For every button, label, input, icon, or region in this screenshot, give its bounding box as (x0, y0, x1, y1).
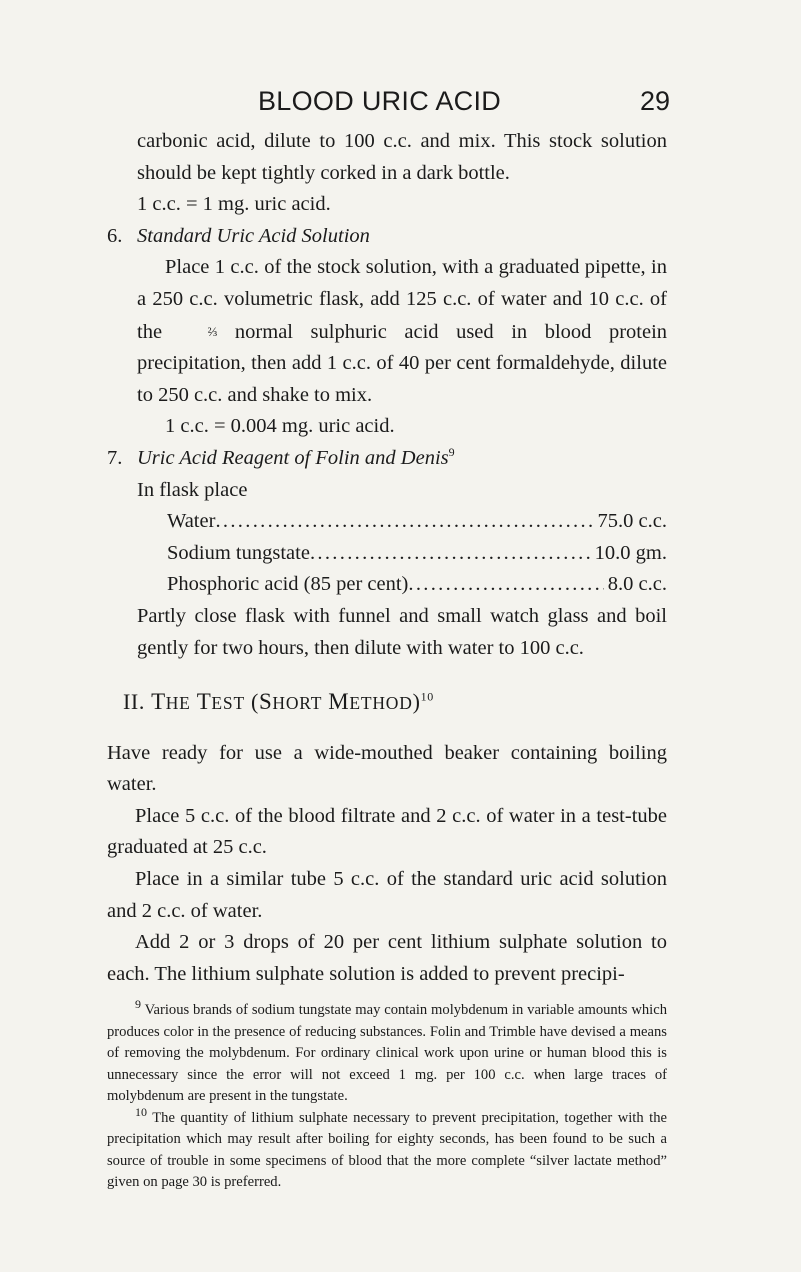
section-heading (107, 686, 667, 720)
reagent-row-phosphoric-acid (107, 569, 667, 601)
reagent-row-water (107, 506, 667, 538)
item-6-heading (107, 221, 667, 253)
paragraph: Have ready for use a wide-mouthed beaker containing boiling water. (107, 741, 667, 796)
heading-paren: ( (251, 689, 259, 715)
leader-dots (215, 506, 593, 538)
page-header (0, 86, 801, 120)
stock-equivalence: 1 c.c. = 1 mg. uric acid. (137, 193, 331, 216)
paragraph: Place in a similar tube 5 c.c. of the standard uric acid solution and 2 c.c. of water. (107, 868, 667, 922)
heading-paren: ) (412, 689, 421, 715)
continued-text: carbonic acid, dilute to 100 c.c. and mix. This stock solution should be kept tightly corked in a dark bottle. (137, 130, 667, 184)
item-6-equivalence: 1 c.c. = 0.004 mg. uric acid. (165, 415, 395, 438)
section-numeral: II. (123, 689, 145, 715)
item-6-text-a: Place 1 c.c. of the stock solution, with a graduated pipette, in a 250 c.c. volumetric flask, add 125 c.c. of water and 10 c.c. of the (137, 256, 667, 343)
item-7-heading (107, 443, 667, 475)
paragraph: Add 2 or 3 drops of 20 per cent lithium sulphate solution to each. The lithium sulphate solution is added to prevent precipi- (107, 931, 667, 985)
item-6-text-b: normal sulphuric acid used in blood protein precipitation, then add 1 c.c. of 40 per cent formaldehyde, dilute to 250 c.c. and shake to mix. (137, 320, 668, 406)
heading-smallcaps: HORT (272, 693, 323, 714)
footnote-text: The quantity of lithium sulphate necessary to prevent precipitation, together with the precipitation which may result after boiling for eighty seconds, has been found to be such a source of trouble in some specimens of blood that the more complete “silver lactate method” given on page 30 is preferred. (107, 1109, 667, 1191)
reagent-name: Water (167, 510, 216, 533)
item-6-number: 6. (107, 224, 123, 247)
leader-dots (310, 538, 591, 570)
footnote-9 (107, 997, 667, 1108)
heading-letter: T (196, 689, 212, 715)
footnote-marker: 10 (135, 1105, 147, 1120)
footnotes (107, 997, 667, 1194)
heading-smallcaps: ETHOD (349, 693, 413, 714)
heading-letter: M (328, 689, 350, 715)
item-7-title: Uric Acid Reagent of Folin and Denis (137, 446, 449, 469)
reagent-name: Phosphoric acid (85 per cent) (167, 573, 409, 596)
footnote-ref-10: 10 (420, 689, 434, 704)
leader-dots (408, 569, 603, 601)
page-number: 29 (640, 86, 671, 116)
reagent-name: Sodium tungstate (167, 541, 310, 564)
item-6-title: Standard Uric Acid Solution (137, 224, 370, 247)
page-body (107, 126, 667, 1194)
footnote-10 (107, 1105, 667, 1194)
reagent-row-sodium-tungstate (107, 538, 667, 570)
reagent-amount: 75.0 c.c. (597, 510, 667, 533)
heading-smallcaps: EST (211, 693, 245, 714)
running-title: BLOOD URIC ACID (258, 86, 502, 116)
item-7-intro: In flask place (137, 478, 248, 501)
reagent-amount: 8.0 c.c. (607, 573, 667, 596)
footnote-text: Various brands of sodium tungstate may contain molybdenum in variable amounts which produces color in the presence of reducing substances. Folin and Trimble have devised a means of removing the molybdenum. For ordinary clinical work upon urine or human blood this is unnecessary since the error will not exceed 1 mg. per 100 c.c. when large traces of molybdenum are present in the tungstate. (107, 1002, 667, 1105)
heading-letter: T (151, 689, 166, 715)
reagent-amount: 10.0 gm. (594, 541, 667, 564)
heading-smallcaps: HE (165, 693, 191, 714)
fraction-two-thirds: ⅔ (207, 323, 218, 339)
item-7-after: Partly close flask with funnel and small watch glass and boil gently for two hours, then dilute with water to 100 c.c. (137, 604, 667, 659)
footnote-marker: 9 (135, 997, 141, 1012)
item-6-text (107, 252, 667, 411)
item-7-number: 7. (107, 446, 123, 469)
footnote-ref-9: 9 (448, 445, 455, 460)
paragraph: Place 5 c.c. of the blood filtrate and 2 c.c. of water in a test-tube graduated at 25 c.c. (107, 804, 667, 859)
heading-letter: S (258, 689, 273, 715)
